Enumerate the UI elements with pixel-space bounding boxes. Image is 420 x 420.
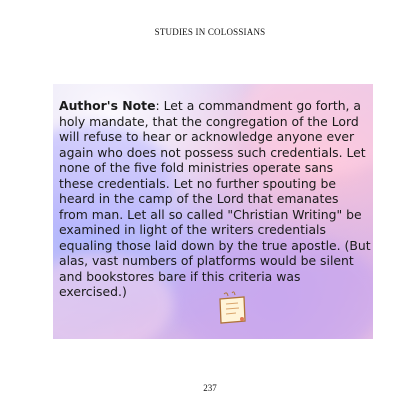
note-paper-icon [215, 290, 249, 326]
note-label: Author's Note [59, 98, 156, 113]
running-head: STUDIES IN COLOSSIANS [154, 27, 266, 37]
page-number: 237 [203, 383, 217, 393]
authors-note-text [59, 98, 371, 300]
note-body: : Let a commandment go forth, a holy mandate, that the congregation of the Lord will refuse to hear or acknowledge anyone ever again who does not possess such credentials. Let none of the five fold ministries operate sans these credentials. Let no further spouting be heard in the camp of the Lord that emanates from man. Let all so called "Christian Writing" be examined in light of the writers credentials equaling those laid down by the true apostle. (But alas, vast numbers of platforms would be silent and bookstores bare if this criteria was exercised.) [59, 98, 371, 299]
authors-note-box [53, 84, 373, 339]
